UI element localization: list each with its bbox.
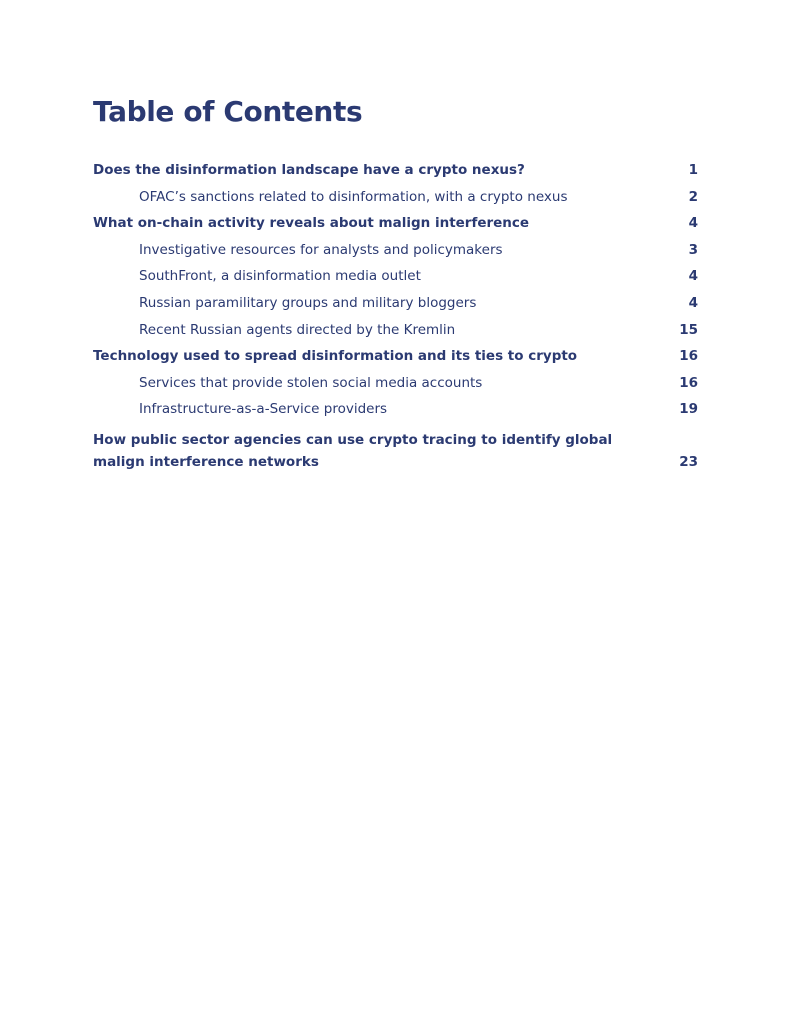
toc-entry-page: 2 — [688, 188, 698, 205]
toc-entry-page: 4 — [688, 294, 698, 311]
toc-entry-public-sector[interactable] — [93, 425, 698, 473]
toc-entry-crypto-nexus[interactable] — [93, 157, 698, 184]
toc-entry-label: Russian paramilitary groups and military bloggers — [139, 294, 477, 311]
toc-entry-stolen-accounts[interactable] — [93, 370, 698, 397]
toc-entry-on-chain-activity[interactable] — [93, 210, 698, 237]
toc-entry-page: 16 — [679, 374, 698, 391]
toc-entry-page: 4 — [688, 268, 698, 285]
toc-entry-label: Technology used to spread disinformation and its ties to crypto — [93, 348, 578, 365]
toc-entry-page: 3 — [688, 241, 698, 258]
toc-entry-label: Does the disinformation landscape have a crypto nexus? — [93, 162, 525, 178]
toc-entry-southfront[interactable] — [93, 263, 698, 290]
toc-entry-technology[interactable] — [93, 343, 698, 370]
toc-entry-ofac-sanctions[interactable] — [93, 184, 698, 211]
page-title: Table of Contents — [93, 95, 363, 128]
toc-list — [93, 157, 698, 473]
toc-entry-paramilitary-groups[interactable] — [93, 290, 698, 317]
toc-entry-page: 15 — [679, 321, 698, 338]
toc-entry-page: 1 — [688, 162, 698, 178]
toc-entry-label: What on-chain activity reveals about malign interference — [93, 215, 530, 232]
toc-entry-label: Services that provide stolen social media accounts — [139, 374, 483, 391]
toc-entry-label: How public sector agencies can use crypto tracing to identify global malign interference networks — [93, 431, 613, 470]
toc-entry-page: 19 — [679, 401, 698, 418]
toc-entry-page: 4 — [688, 215, 698, 232]
toc-entry-iaas-providers[interactable] — [93, 396, 698, 423]
toc-entry-label: SouthFront, a disinformation media outlet — [139, 268, 421, 285]
toc-entry-investigative-resources[interactable] — [93, 237, 698, 264]
toc-entry-label: OFAC’s sanctions related to disinformation, with a crypto nexus — [139, 188, 568, 205]
toc-entry-label: Infrastructure-as-a-Service providers — [139, 401, 388, 418]
toc-entry-label: Investigative resources for analysts and policymakers — [139, 241, 503, 258]
toc-entry-page: 23 — [679, 453, 698, 470]
toc-entry-russian-agents[interactable] — [93, 317, 698, 344]
toc-entry-page: 16 — [679, 348, 698, 365]
toc-entry-label: Recent Russian agents directed by the Kremlin — [139, 321, 456, 338]
